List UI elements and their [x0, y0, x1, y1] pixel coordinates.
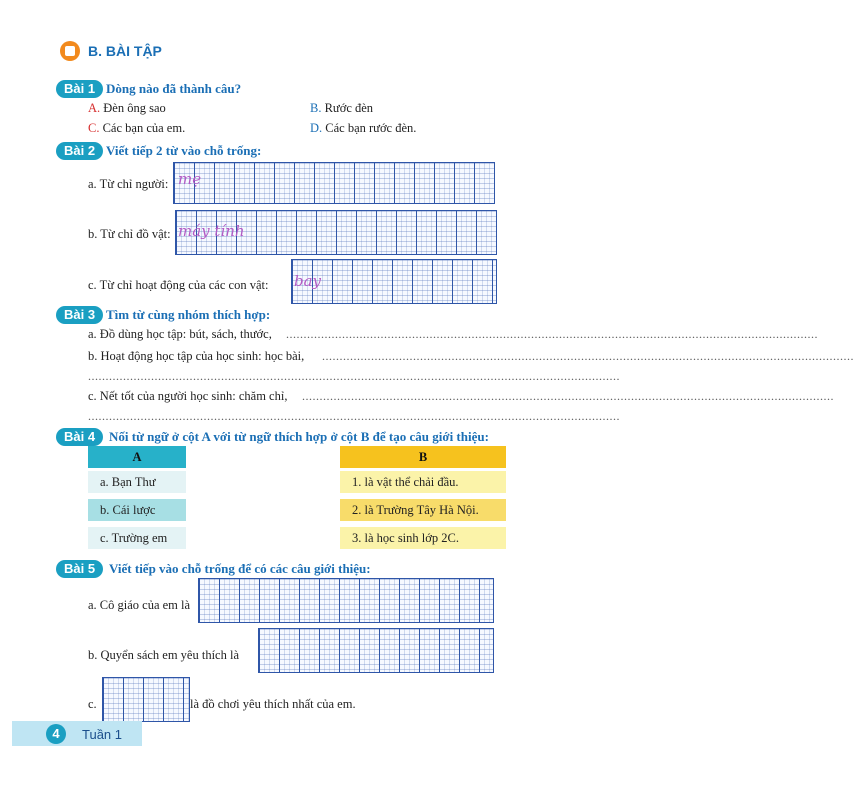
bai3-answer-line-c2[interactable]: ........................................................................................................................................................ — [88, 409, 620, 423]
column-a-item[interactable]: c. Trường em — [88, 527, 186, 549]
bai2-answer-box-c[interactable] — [291, 259, 497, 304]
column-b-item[interactable]: 1. là vật thể chải đầu. — [340, 471, 506, 493]
bai1-option-b: B. Rước đèn — [310, 101, 374, 115]
bai2-answer-b: máy tính — [178, 222, 245, 240]
column-b-item[interactable]: 3. là học sinh lớp 2C. — [340, 527, 506, 549]
bai1-option-c: C. Các bạn của em. — [88, 121, 186, 135]
bai5-item-c: c. — [88, 697, 97, 711]
bai3-question: Tìm từ cùng nhóm thích hợp: — [106, 307, 271, 322]
bai2-item-b: b. Từ chỉ đồ vật: — [88, 227, 171, 241]
bai5-answer-box-c[interactable] — [102, 677, 190, 722]
bai4-label: Bài 4 — [56, 428, 103, 446]
bai5-question: Viết tiếp vào chỗ trống để có các câu giới thiệu: — [109, 561, 371, 576]
bai3-item-c: c. Nết tốt của người học sinh: chăm chỉ, — [88, 389, 288, 403]
bai1-option-a: A. Đèn ông sao — [88, 101, 166, 115]
bai5-item-a: a. Cô giáo của em là — [88, 598, 191, 612]
footer-bar — [12, 721, 142, 746]
bai1-option-d: D. Các bạn rước đèn. — [310, 121, 417, 135]
column-b-header: B — [340, 446, 506, 468]
book-icon — [60, 41, 80, 61]
bai3-answer-line-b1[interactable]: ........................................................................................................................................................ — [322, 349, 854, 363]
bai3-item-a: a. Đồ dùng học tập: bút, sách, thước, — [88, 327, 272, 341]
column-b-item[interactable]: 2. là Trường Tây Hà Nội. — [340, 499, 506, 521]
bai5-answer-box-b[interactable] — [258, 628, 494, 673]
bai1-label: Bài 1 — [56, 80, 103, 98]
bai3-answer-line-b2[interactable]: ........................................................................................................................................................ — [88, 369, 620, 383]
bai2-answer-c: bay — [294, 272, 322, 290]
bai2-label: Bài 2 — [56, 142, 103, 160]
bai3-label: Bài 3 — [56, 306, 103, 324]
bai5-label: Bài 5 — [56, 560, 103, 578]
week-label: Tuần 1 — [82, 727, 122, 742]
column-a-item[interactable]: b. Cái lược — [88, 499, 186, 521]
column-a-item[interactable]: a. Bạn Thư — [88, 471, 186, 493]
bai2-item-c: c. Từ chỉ hoạt động của các con vật: — [88, 278, 269, 292]
page-number: 4 — [46, 724, 66, 744]
bai5-item-b: b. Quyển sách em yêu thích là — [88, 648, 239, 662]
bai2-question: Viết tiếp 2 từ vào chỗ trống: — [106, 143, 262, 158]
column-a-header: A — [88, 446, 186, 468]
bai3-item-b: b. Hoạt động học tập của học sinh: học bài, — [88, 349, 305, 363]
section-title: B. BÀI TẬP — [88, 43, 162, 59]
bai2-answer-a: mẹ — [178, 170, 202, 188]
bai2-answer-box-a[interactable] — [173, 162, 495, 204]
bai1-question: Dòng nào đã thành câu? — [106, 81, 242, 96]
bai3-answer-line-c1[interactable]: ........................................................................................................................................................ — [302, 389, 834, 403]
bai2-item-a: a. Từ chỉ người: — [88, 177, 169, 191]
bai4-question: Nối từ ngữ ở cột A với từ ngữ thích hợp ở cột B để tạo câu giới thiệu: — [109, 429, 489, 444]
bai5-item-c-suffix: là đồ chơi yêu thích nhất của em. — [190, 697, 356, 711]
bai3-answer-line-a[interactable]: ........................................................................................................................................................ — [286, 327, 818, 341]
bai5-answer-box-a[interactable] — [198, 578, 494, 623]
